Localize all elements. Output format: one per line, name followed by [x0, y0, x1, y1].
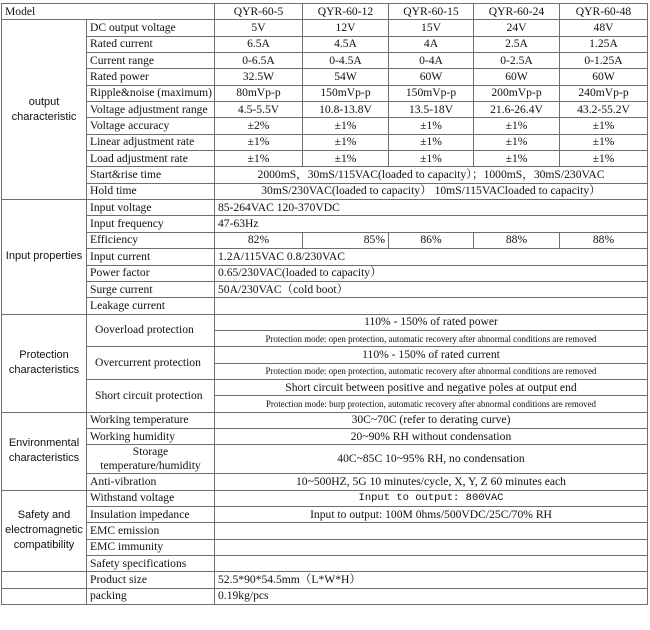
cell-value: 60W: [560, 69, 648, 85]
cell-value: ±1%: [389, 151, 474, 167]
output-row: [2, 85, 648, 101]
cell-value: 43.2-55.2V: [560, 102, 648, 118]
row-label: Surge current: [87, 281, 215, 297]
input-row: [2, 298, 648, 314]
output-row: [2, 53, 648, 69]
cell-value: 60W: [389, 69, 474, 85]
row-label: Input current: [87, 249, 215, 265]
model-label: Model: [2, 4, 215, 20]
cell-value: 1.25A: [560, 36, 648, 52]
row-label: Power factor: [87, 265, 215, 281]
category-output: output characteristic: [2, 20, 87, 200]
cell-value: 80mVp-p: [215, 85, 303, 101]
cell-value: ±1%: [215, 151, 303, 167]
row-label: Safety specifications: [87, 556, 215, 572]
cell-value: 150mVp-p: [389, 85, 474, 101]
output-row: [2, 183, 648, 199]
output-row: [2, 167, 648, 183]
misc-row: [2, 572, 648, 588]
row-label: Rated current: [87, 36, 215, 52]
row-label: Input frequency: [87, 216, 215, 232]
input-row: [2, 232, 648, 248]
emc-emission-value: [215, 523, 648, 539]
environment-row: [2, 428, 648, 444]
input-current-value: 1.2A/115VAC 0.8/230VAC: [215, 249, 648, 265]
misc-row: [2, 588, 648, 604]
cell-value: ±1%: [303, 134, 389, 150]
cell-value: 32.5W: [215, 69, 303, 85]
power-factor-value: 0.65/230VAC(loaded to capacity）: [215, 265, 648, 281]
row-label: Overcurrent protection: [87, 347, 215, 380]
cell-value: ±1%: [303, 118, 389, 134]
input-row: [2, 281, 648, 297]
protection-value: 110% - 150% of rated current: [215, 347, 648, 363]
working-temperature-value: 30C~70C (refer to derating curve): [215, 412, 648, 428]
row-label: EMC immunity: [87, 539, 215, 555]
cell-value: 21.6-26.4V: [474, 102, 560, 118]
packing-value: 0.19kg/pcs: [215, 588, 648, 604]
environment-row: [2, 445, 648, 474]
row-label: Rated power: [87, 69, 215, 85]
cell-value: ±1%: [303, 151, 389, 167]
row-label: Leakage current: [87, 298, 215, 314]
cell-value: 6.5A: [215, 36, 303, 52]
cell-value: 86%: [389, 232, 474, 248]
environment-row: [2, 474, 648, 490]
model-name: QYR-60-48: [560, 4, 648, 20]
input-row: [2, 200, 648, 216]
model-name: QYR-60-12: [303, 4, 389, 20]
model-name: QYR-60-15: [389, 4, 474, 20]
cell-value: 150mVp-p: [303, 85, 389, 101]
protection-row: [2, 347, 648, 363]
category-protection: Protection characteristics: [2, 314, 87, 412]
row-label: Efficiency: [87, 232, 215, 248]
cell-value: 4.5-5.5V: [215, 102, 303, 118]
input-frequency-value: 47-63Hz: [215, 216, 648, 232]
withstand-voltage-value: Input to output: 800VAC: [215, 490, 648, 506]
row-label: Ripple&noise (maximum): [87, 85, 215, 101]
row-label: Product size: [87, 572, 215, 588]
cell-value: ±1%: [560, 134, 648, 150]
cell-value: ±1%: [389, 118, 474, 134]
cell-value: ±1%: [474, 134, 560, 150]
input-voltage-value: 85-264VAC 120-370VDC: [215, 200, 648, 216]
cell-value: 82%: [215, 232, 303, 248]
protection-mode: Protection mode: burp protection, automatic recovery after abnormal conditions are removed: [215, 396, 648, 412]
protection-value: Short circuit between positive and negative poles at output end: [215, 379, 648, 395]
output-row: [2, 102, 648, 118]
cell-value: ±1%: [560, 118, 648, 134]
cell-value: 88%: [474, 232, 560, 248]
cell-value: 13.5-18V: [389, 102, 474, 118]
row-label: Linear adjustment rate: [87, 134, 215, 150]
safety-row: [2, 490, 648, 506]
model-name: QYR-60-24: [474, 4, 560, 20]
protection-row: [2, 379, 648, 395]
header-row: [2, 4, 648, 20]
row-label: Withstand voltage: [87, 490, 215, 506]
insulation-value: Input to output: 100M 0hms/500VDC/25C/70% RH: [215, 506, 648, 522]
row-label: Current range: [87, 53, 215, 69]
cell-value: 0-1.25A: [560, 53, 648, 69]
safety-row: [2, 556, 648, 572]
output-row: [2, 151, 648, 167]
safety-row: [2, 506, 648, 522]
cell-value: 4.5A: [303, 36, 389, 52]
cell-value: 85%: [303, 232, 389, 248]
cell-value: 48V: [560, 20, 648, 36]
category-empty: [2, 588, 87, 604]
cell-value: ±1%: [389, 134, 474, 150]
safety-row: [2, 523, 648, 539]
environment-row: [2, 412, 648, 428]
row-label: DC output voltage: [87, 20, 215, 36]
row-label: Ooverload protection: [87, 314, 215, 347]
input-row: [2, 249, 648, 265]
start-rise-value: 2000mS，30mS/115VAC(loaded to capacity）；1000mS，30mS/230VAC: [215, 167, 648, 183]
cell-value: 24V: [474, 20, 560, 36]
cell-value: ±1%: [474, 118, 560, 134]
cell-value: 12V: [303, 20, 389, 36]
category-empty: [2, 572, 87, 588]
cell-value: 4A: [389, 36, 474, 52]
category-environment: Environmental characteristics: [2, 412, 87, 490]
row-label: Anti-vibration: [87, 474, 215, 490]
cell-value: 240mVp-p: [560, 85, 648, 101]
cell-value: ±1%: [560, 151, 648, 167]
cell-value: 2.5A: [474, 36, 560, 52]
row-label: Hold time: [87, 183, 215, 199]
row-label: Storage temperature/humidity: [87, 445, 215, 474]
cell-value: 0-6.5A: [215, 53, 303, 69]
cell-value: 54W: [303, 69, 389, 85]
row-label: Working temperature: [87, 412, 215, 428]
row-label: Voltage adjustment range: [87, 102, 215, 118]
row-label: Short circuit protection: [87, 379, 215, 412]
spec-table: [1, 3, 648, 605]
hold-time-value: 30mS/230VAC(loaded to capacity） 10mS/115VACloaded to capacity）: [215, 183, 648, 199]
row-label: Insulation impedance: [87, 506, 215, 522]
cell-value: 0-4.5A: [303, 53, 389, 69]
product-size-value: 52.5*90*54.5mm（L*W*H）: [215, 572, 648, 588]
model-name: QYR-60-5: [215, 4, 303, 20]
leakage-current-value: [215, 298, 648, 314]
cell-value: ±2%: [215, 118, 303, 134]
protection-mode: Protection mode: open protection, automatic recovery after abnormal conditions are removed: [215, 363, 648, 379]
protection-row: [2, 314, 648, 330]
input-row: [2, 216, 648, 232]
output-row: [2, 36, 648, 52]
safety-specifications-value: [215, 556, 648, 572]
cell-value: ±1%: [474, 151, 560, 167]
output-row: [2, 134, 648, 150]
output-row: [2, 69, 648, 85]
row-label: Working humidity: [87, 428, 215, 444]
safety-row: [2, 539, 648, 555]
cell-value: ±1%: [215, 134, 303, 150]
cell-value: 10.8-13.8V: [303, 102, 389, 118]
cell-value: 5V: [215, 20, 303, 36]
protection-mode: Protection mode: open protection, automatic recovery after abnormal conditions are removed: [215, 330, 648, 346]
input-row: [2, 265, 648, 281]
output-row: [2, 20, 648, 36]
cell-value: 60W: [474, 69, 560, 85]
emc-immunity-value: [215, 539, 648, 555]
row-label: EMC emission: [87, 523, 215, 539]
cell-value: 200mVp-p: [474, 85, 560, 101]
category-input: Input properties: [2, 200, 87, 314]
cell-value: 15V: [389, 20, 474, 36]
surge-current-value: 50A/230VAC（cold boot）: [215, 281, 648, 297]
row-label: packing: [87, 588, 215, 604]
storage-value: 40C~85C 10~95% RH, no condensation: [215, 445, 648, 474]
cell-value: 0-4A: [389, 53, 474, 69]
cell-value: 88%: [560, 232, 648, 248]
vibration-value: 10~500HZ, 5G 10 minutes/cycle, X, Y, Z 60 minutes each: [215, 474, 648, 490]
row-label: Start&rise time: [87, 167, 215, 183]
row-label: Load adjustment rate: [87, 151, 215, 167]
protection-value: 110% - 150% of rated power: [215, 314, 648, 330]
working-humidity-value: 20~90% RH without condensation: [215, 428, 648, 444]
cell-value: 0-2.5A: [474, 53, 560, 69]
row-label: Voltage accuracy: [87, 118, 215, 134]
category-safety: Safety and electromagnetic compatibility: [2, 490, 87, 572]
row-label: Input voltage: [87, 200, 215, 216]
output-row: [2, 118, 648, 134]
